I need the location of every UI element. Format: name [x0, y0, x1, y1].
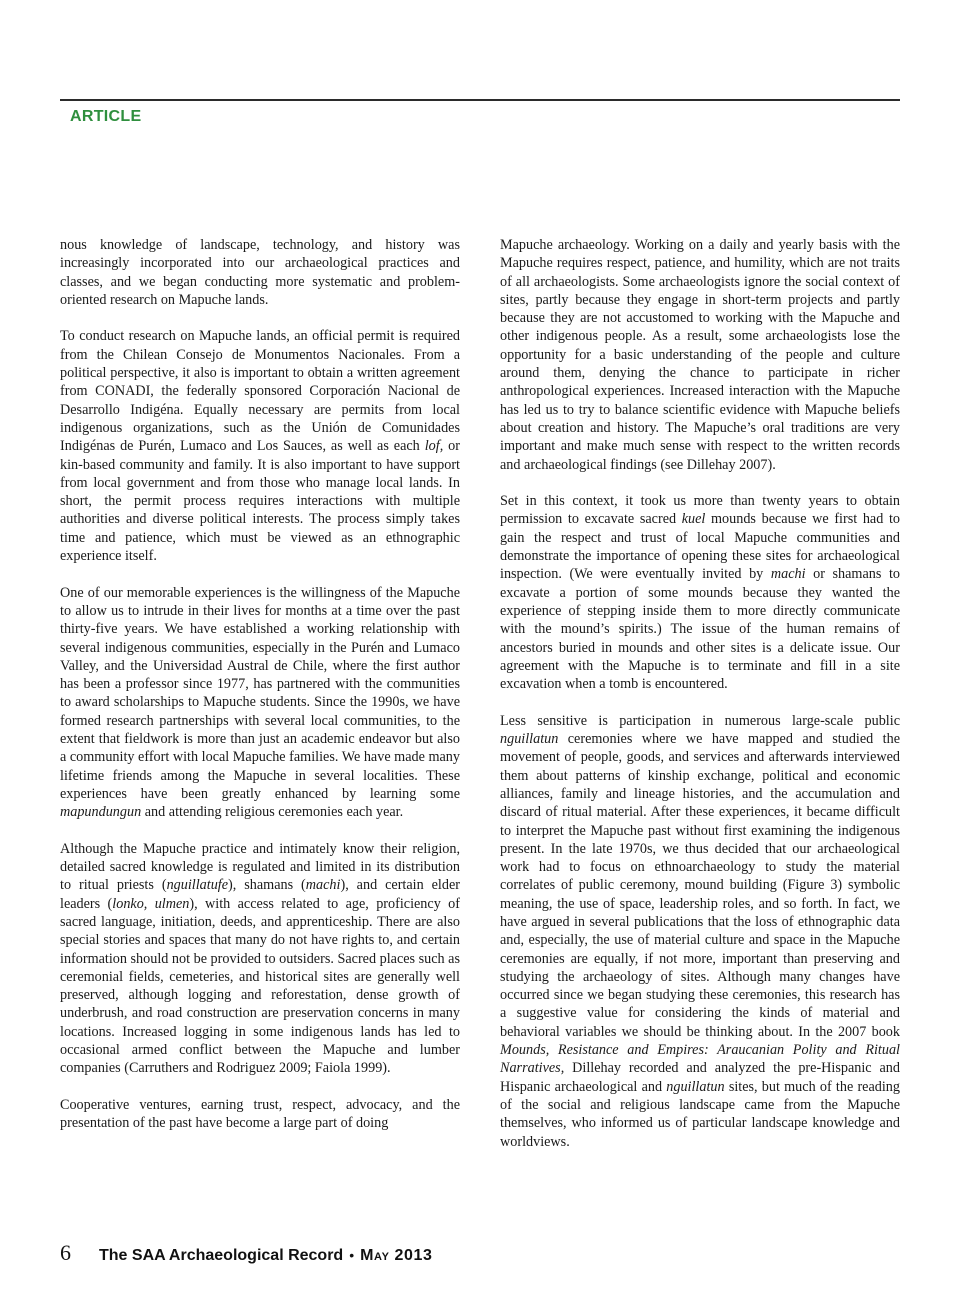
header-rule [60, 99, 900, 101]
right-column [500, 236, 900, 1169]
bullet-separator: • [349, 1247, 355, 1263]
page-number: 6 [60, 1240, 71, 1265]
paragraph: Set in this context, it took us more than twenty years to obtain permission to excavate sacred kuel mounds because we first had to gain the respect and trust of local Mapuche communities and demonstrate the importance of opening these sites for archaeological inspection. (We were eventually invited by machi or shamans to excavate a portion of some mounds because they wanted the experience of stepping inside them to more directly communicate with the mound’s spirits.) The issue of the human remains of ancestors buried in mounds and other sites is a delicate issue. Our agreement with the Mapuche is to terminate and fill in a site excavation when a tomb is encountered. [500, 493, 900, 693]
paragraph: Less sensitive is participation in numerous large-scale public nguillatun ceremonies where we have mapped and studied the movement of people, goods, and services and afterwards interviewed them about patterns of kinship exchange, political and economic alliances, family and lineage histories, and the accumulation and discard of ritual material. After these experiences, it became difficult to interpret the Mapuche past without first examining the indigenous present. In the late 1970s, we thus decided that our archaeological work had to focus on ethnoarchaeology to study the material correlates of public ceremony, mound building (Figure 3) symbolic meaning, the use of space, leadership roles, and so forth. In fact, we have argued in several publications that the loss of ethnographic data and, especially, the use of material culture and space in the Mapuche ceremonies are equally, if not more, important than preserving and studying the archaeology of sites. Although many changes have occurred since we began studying these ceremonies, this research has a suggestive value for considering the kinds of material and behavioral variables we should be thinking about. In the 2007 book Mounds, Resistance and Empires: Araucanian Polity and Ritual Narratives, Dillehay recorded and analyzed the pre-Hispanic and Hispanic archaeological and nguillatun sites, but much of the reading of the social and religious landscape came from the Mapuche themselves, who informed us of particular landscape knowledge and worldviews. [500, 712, 900, 1150]
left-column [60, 236, 460, 1151]
page-footer [60, 1240, 433, 1270]
paragraph: Cooperative ventures, earning trust, respect, advocacy, and the presentation of the past have become a large part of doing [60, 1096, 460, 1132]
section-label: ARTICLE [70, 108, 142, 125]
paragraph: nous knowledge of landscape, technology, and history was increasingly incorporated into our archaeological practices and classes, and we began conducting more systematic and problem-oriented research on Mapuche lands. [60, 237, 460, 308]
issue-date: May 2013 [360, 1247, 433, 1264]
paragraph: One of our memorable experiences is the willingness of the Mapuche to allow us to intrude in their lives for months at a time over the past thirty-five years. We have established a working relationship with several indigenous communities, especially in the Purén and Lumaco Valley, and the Universidad Austral de Chile, where the first author has been a professor since 1977, has partnered with the communities to award scholarships to Mapuche students. Since the 1990s, we have formed research partnerships with several local communities, to the extent that fieldwork is more than just an academic endeavor but also a community effort with local Mapuche families. We have made many lifetime friends among the Mapuche in several localities. These experiences have been greatly enhanced by learning some mapundungun and attending religious ceremonies each year. [60, 584, 460, 821]
paragraph: Mapuche archaeology. Working on a daily and yearly basis with the Mapuche requires respect, patience, and humility, which are not traits of all archaeologists. Some archaeologists ignore the social context of sites, partly because they engage in short-term projects and partly because they are not accustomed to working with the Mapuche and other indigenous people. As a result, some archaeologists lose the opportunity for a basic understanding of the people and culture around them, denying the chance to participate in richer anthropological experiences. Increased interaction with the Mapuche has led us to try to balance scientific evidence with Mapuche beliefs about creation and history. The Mapuche’s oral traditions are very important and make much sense with respect to the written records and archaeological findings (see Dillehay 2007). [500, 237, 900, 473]
paragraph: To conduct research on Mapuche lands, an official permit is required from the Chilean Consejo de Monumentos Nacionales. From a political perspective, it also is important to obtain a written agreement from CONADI, the federally sponsored Corporación Nacional de Desarrollo Indigéna. Equally necessary are permits from local indigenous organizations, such as the Unión de Comunidades Indigénas de Purén, Lumaco and Los Sauces, as well as each lof, or kin-based community and family. It is also important to have support from local government and from those who manage local lands. In short, the permit process requires interactions with multiple authorities and diverse political interests. The process simply takes time and patience, which must be viewed as an ethnographic experience itself. [60, 328, 461, 565]
paragraph: Although the Mapuche practice and intimately know their religion, detailed sacred knowledge is regulated and limited in its distribution to ritual priests (nguillatufe), shamans (machi), and certain elder leaders (lonko, ulmen), with access related to age, proficiency of sacred language, initiation, deeds, and apprenticeship. There are also special stories and spaces that many do not have rights to, and certain information should not be provided to outsiders. Sacred places such as ceremonial fields, cemeteries, and historical sites are generally well preserved, although logging and reforestation, dense growth of underbrush, and road construction are preservation concerns in many locations. Increased logging in some indigenous lands has led to occasional armed conflict between the Mapuche and lumber companies (Carruthers and Rodriguez 2009; Faiola 1999). [60, 840, 460, 1077]
journal-title: The SAA Archaeological Record [99, 1247, 344, 1264]
